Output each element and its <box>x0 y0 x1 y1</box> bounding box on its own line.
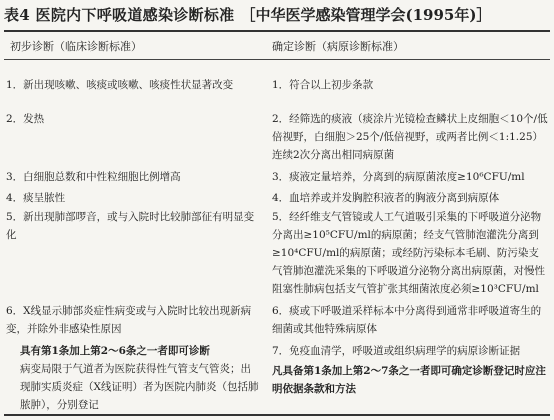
left-item-5: 5．新出现肺部啰音，或与入院时比较肺部征有明显变化 <box>6 211 255 241</box>
column-header-left: 初步诊断（临床诊断标准） <box>10 40 142 53</box>
left-diagnosis-rule: 具有第1条加上第2～6条之一者即可诊断 <box>20 345 210 357</box>
left-classification-note: 病变局限于气道者为医院获得性气管支气管炎；出现肺实质炎症（X线证明）者为医院内肺炎（包括肺脓肿），分别登记 <box>20 363 259 411</box>
right-item-3: 3．痰液定量培养，分离到的病原菌浓度≥10⁶CFU/ml <box>272 171 525 183</box>
left-item-2: 2．发热 <box>6 113 45 125</box>
top-rule <box>4 30 550 32</box>
left-item-1: 1．新出现咳嗽、咳痰或咳嗽、咳痰性状显著改变 <box>6 79 234 91</box>
bottom-rule <box>4 414 550 416</box>
right-item-4: 4．血培养或并发胸腔积液者的胸液分离到病原体 <box>272 192 500 204</box>
left-item-6: 6．X线显示肺部炎症性病变或与入院时比较出现新病变，并除外非感染性原因 <box>6 305 252 335</box>
header-rule <box>4 59 550 60</box>
right-diagnosis-rule: 凡具备第1条加上第2～7条之一者即可确定诊断登记时应注明依据条款和方法 <box>272 365 546 395</box>
left-item-4: 4．痰呈脓性 <box>6 192 66 204</box>
right-item-2: 2．经筛选的痰液（痰涂片光镜检查鳞状上皮细胞＜10个/低倍视野，白细胞＞25个/低倍视野，或两者比例＜1:1.25）连续2次分离出相同病原菌 <box>272 113 548 161</box>
table-title: 表4 医院内下呼吸道感染诊断标准 <box>4 6 235 24</box>
right-item-1: 1．符合以上初步条款 <box>272 79 374 91</box>
left-item-3: 3．白细胞总数和中性粒细胞比例增高 <box>6 171 181 183</box>
right-item-6: 6．痰或下呼吸道采样标本中分离得到通常非呼吸道寄生的细菌或其他特殊病原体 <box>272 305 542 335</box>
column-header-right: 确定诊断（病原诊断标准） <box>272 40 404 53</box>
table-source: ［中华医学感染管理学会(1995年)］ <box>240 6 492 24</box>
right-item-5: 5．经纤维支气管镜或人工气道吸引采集的下呼吸道分泌物分离出≥10⁵CFU/ml的病原菌；经支气管肺泡灌洗分离到≥10⁴CFU/ml的病原菌；或经防污染标本毛刷、防污染支气管肺泡灌洗采集的下呼吸道分泌物分离出病原菌，对慢性阻塞性肺病包括支气管扩张其细菌浓度必须≥10³CFU/ml <box>272 211 545 295</box>
table-title-row <box>4 4 550 28</box>
right-item-7: 7．免疫血清学，呼吸道或组织病理学的病原诊断证据 <box>272 345 521 357</box>
